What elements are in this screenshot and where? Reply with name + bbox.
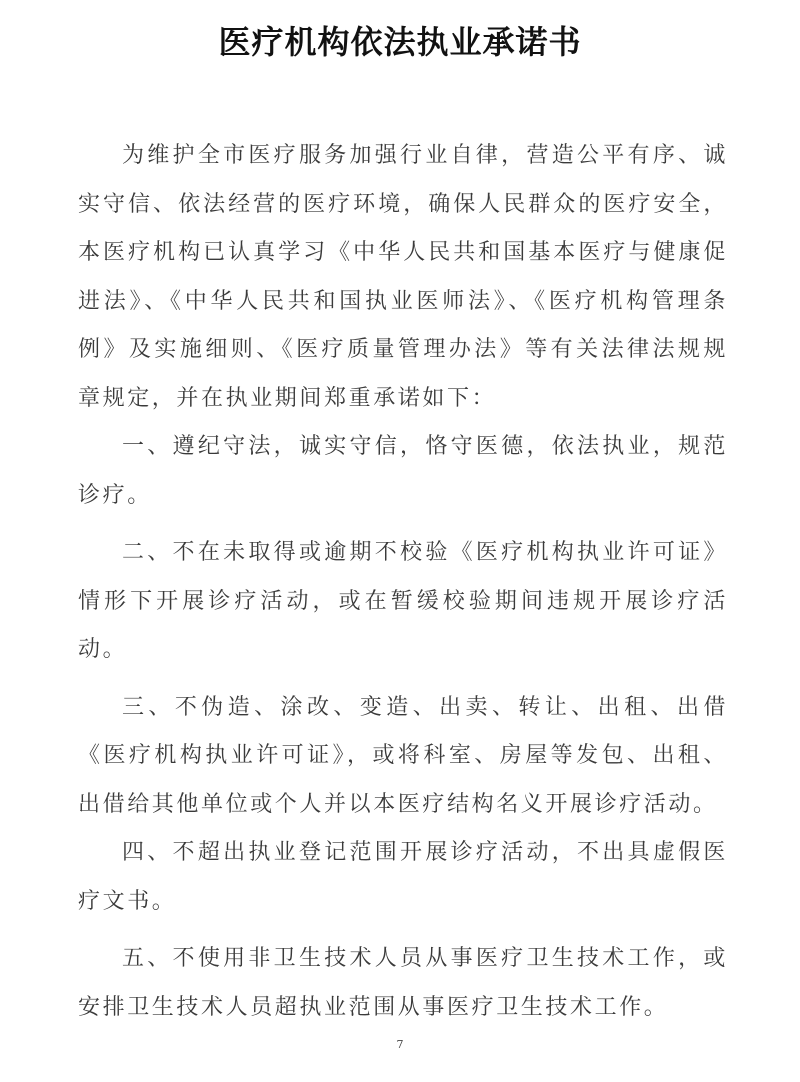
document-title: 医疗机构依法执业承诺书	[218, 23, 582, 61]
intro-paragraph: 为维护全市医疗服务加强行业自律，营造公平有序、诚实守信、依法经营的医疗环境，确保人民群众的医疗安全，本医疗机构已认真学习《中华人民共和国基本医疗与健康促进法》、《中华人民共和国执业医师法》、《医疗机构管理条例》及实施细则、《医疗质量管理办法》等有关法律法规规章规定，并在执业期间郑重承诺如下：	[78, 143, 728, 411]
commitment-item-5: 五、不使用非卫生技术人员从事医疗卫生技术工作，或安排卫生技术人员超执业范围从事医疗卫生技术工作。	[78, 946, 728, 1020]
commitment-item-4: 四、不超出执业登记范围开展诊疗活动，不出具虚假医疗文书。	[78, 840, 728, 914]
document-body	[78, 132, 728, 1032]
page-number: 7	[396, 1038, 404, 1051]
commitment-item-2: 二、不在未取得或逾期不校验《医疗机构执业许可证》情形下开展诊疗活动，或在暂缓校验期间违规开展诊疗活动。	[78, 540, 728, 662]
commitment-item-1: 一、遵纪守法，诚实守信，恪守医德，依法执业，规范诊疗。	[78, 434, 728, 508]
commitment-item-3: 三、不伪造、涂改、变造、出卖、转让、出租、出借《医疗机构执业许可证》，或将科室、房屋等发包、出租、出借给其他单位或个人并以本医疗结构名义开展诊疗活动。	[78, 694, 728, 817]
